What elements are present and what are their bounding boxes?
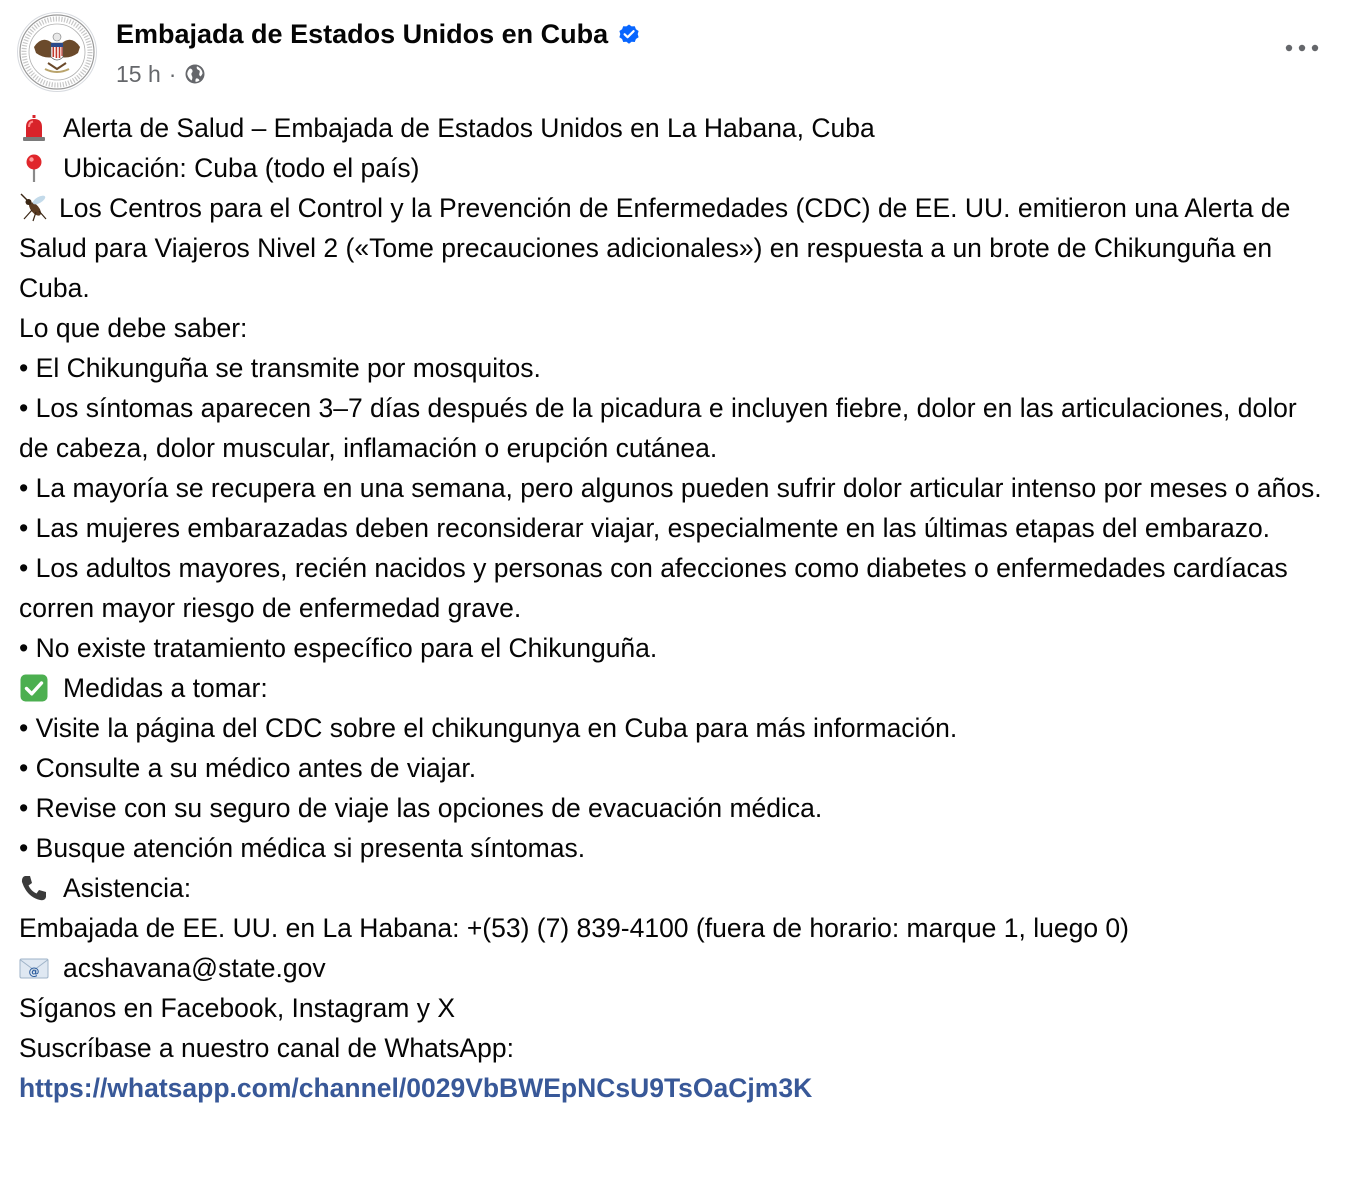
check-mark-button-icon [19,673,49,703]
post-timestamp[interactable]: 15 h [116,60,161,87]
email-address[interactable]: acshavana@state.gov [63,953,326,983]
alert-text: Alerta de Salud – Embajada de Estados Unidos en La Habana, Cuba [63,113,875,143]
measures-item: • Revise con su seguro de viaje las opciones de evacuación médica. [19,793,823,823]
know-item: • El Chikunguña se transmite por mosquitos. [19,353,541,383]
whatsapp-channel-link[interactable]: https://whatsapp.com/channel/0029VbBWEpNCsU9TsOaCjm3K [19,1073,813,1103]
embassy-seal-icon [18,13,96,91]
post-body [19,108,1329,1108]
whatsapp-label: Suscríbase a nuestro canal de WhatsApp: [19,1033,514,1063]
location-text: Ubicación: Cuba (todo el país) [63,153,420,183]
page-name-row [116,17,641,51]
know-item: • Las mujeres embarazadas deben reconsiderar viajar, especialmente en las últimas etapas del embarazo. [19,513,1271,543]
post-meta [116,59,206,89]
location-line [19,148,1329,188]
know-item: • La mayoría se recupera en una semana, pero algunos pueden sufrir dolor articular intenso por meses o años. [19,473,1322,503]
more-options-icon [1285,44,1319,52]
page-name[interactable]: Embajada de Estados Unidos en Cuba [116,18,609,49]
whatsapp-link-line [19,1068,1329,1108]
globe-icon[interactable] [184,63,206,85]
telephone-receiver-icon [19,873,49,903]
verified-badge-icon [617,22,641,46]
follow-line: Síganos en Facebook, Instagram y X [19,993,456,1023]
measures-item: • Consulte a su médico antes de viajar. [19,753,477,783]
know-heading: Lo que debe saber: [19,313,248,343]
assist-line [19,868,1329,908]
assist-heading: Asistencia: [63,873,192,903]
alert-line [19,108,1329,148]
measures-item: • Visite la página del CDC sobre el chikungunya en Cuba para más información. [19,713,958,743]
siren-icon [19,113,49,143]
measures-line [19,668,1329,708]
know-item: • Los adultos mayores, recién nacidos y personas con afecciones como diabetes o enfermedades cardíacas corren mayor riesgo de enfermedad grave. [19,553,1288,623]
measures-heading: Medidas a tomar: [63,673,268,703]
svg-text:@: @ [28,965,40,978]
page-avatar[interactable] [17,12,97,92]
know-item: • Los síntomas aparecen 3–7 días después de la picadura e incluyen fiebre, dolor en las articulaciones, dolor de cabeza, dolor muscular, inflamación o erupción cutánea. [19,393,1297,463]
cdc-text: Los Centros para el Control y la Prevención de Enfermedades (CDC) de EE. UU. emitieron una Alerta de Salud para Viajeros Nivel 2 («Tome precauciones adicionales») en respuesta a un brote de Chikunguña en Cuba. [19,193,1291,303]
meta-separator: · [168,60,177,87]
round-pushpin-icon [19,153,49,183]
email-line [19,948,1329,988]
know-item: • No existe tratamiento específico para el Chikunguña. [19,633,658,663]
measures-item: • Busque atención médica si presenta síntomas. [19,833,586,863]
mosquito-icon [19,192,49,222]
envelope-icon [19,953,49,983]
assist-phone: Embajada de EE. UU. en La Habana: +(53) (7) 839-4100 (fuera de horario: marque 1, luego 0) [19,913,1129,943]
post-header [17,12,1327,96]
cdc-paragraph [19,188,1329,308]
more-options-button[interactable] [1277,28,1327,68]
